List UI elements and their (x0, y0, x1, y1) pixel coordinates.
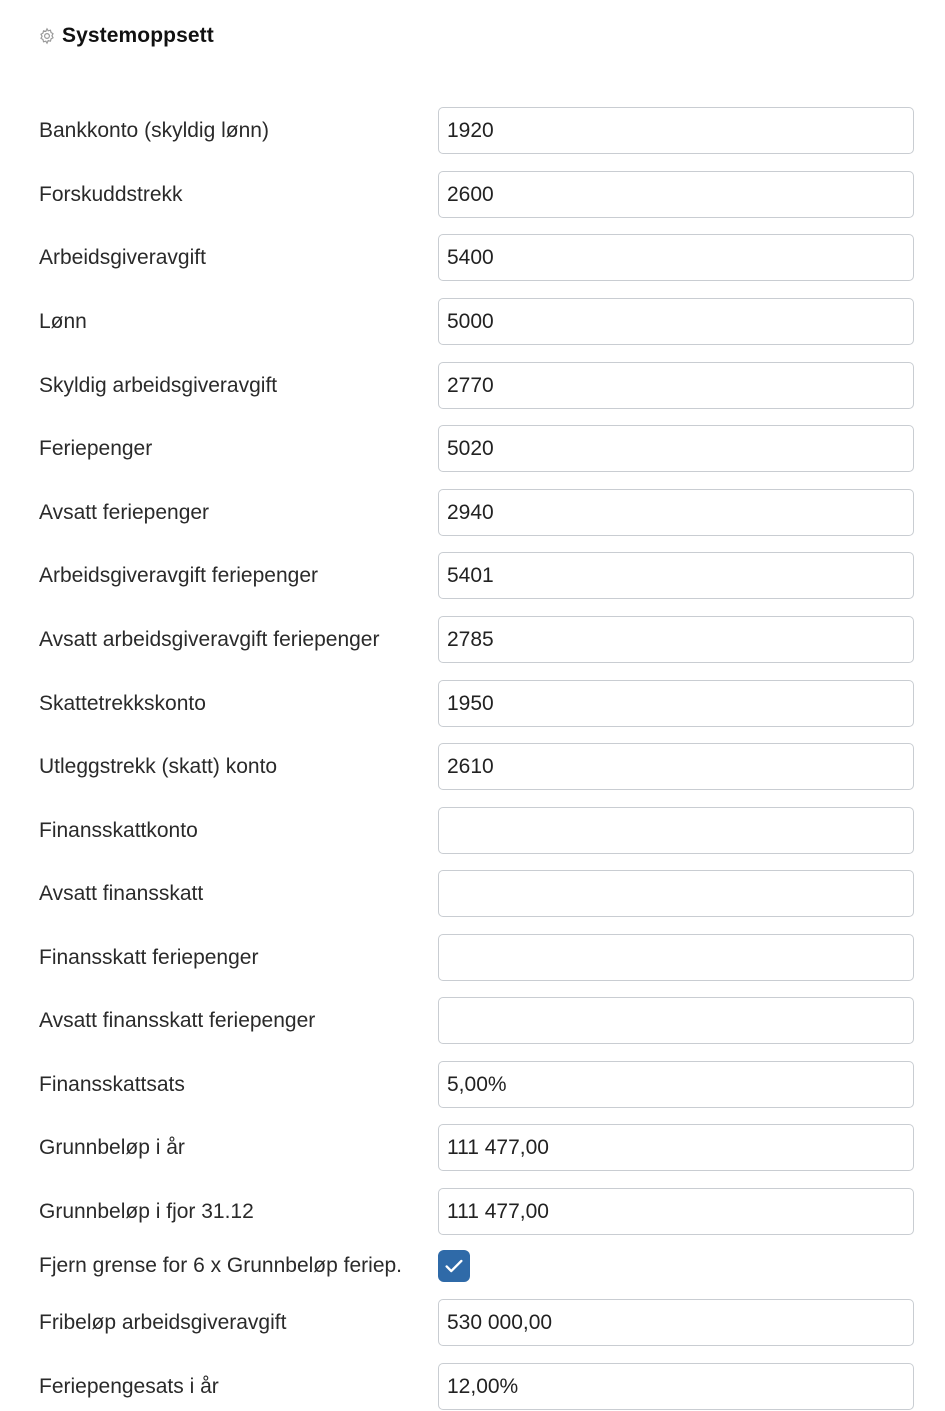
avsatt-arbeidsgiveravgift-feriepenger-label: Avsatt arbeidsgiveravgift feriepenger (39, 628, 380, 651)
bankkonto-label: Bankkonto (skyldig lønn) (39, 119, 269, 142)
utleggstrekk-konto-input[interactable] (438, 743, 914, 790)
feriepengesats-i-ar-label: Feriepengesats i år (39, 1375, 219, 1398)
form-row-skyldig-arbeidsgiveravgift (0, 362, 945, 410)
fribelop-arbeidsgiveravgift-label: Fribeløp arbeidsgiveravgift (39, 1311, 287, 1334)
grunnbelop-i-fjor-label: Grunnbeløp i fjor 31.12 (39, 1200, 254, 1223)
feriepenger-input[interactable] (438, 425, 914, 472)
skyldig-arbeidsgiveravgift-input[interactable] (438, 362, 914, 409)
form-row-avsatt-finansskatt (0, 870, 945, 918)
avsatt-finansskatt-label: Avsatt finansskatt (39, 882, 204, 905)
form-row-avsatt-feriepenger (0, 489, 945, 537)
form-row-skattetrekkskonto (0, 680, 945, 728)
form-row-utleggstrekk-konto (0, 743, 945, 791)
form-row-arbeidsgiveravgift-feriepenger (0, 552, 945, 600)
finansskattkonto-input[interactable] (438, 807, 914, 854)
checkmark-icon (443, 1255, 465, 1277)
finansskatt-feriepenger-input[interactable] (438, 934, 914, 981)
form-row-feriepengesats-i-ar (0, 1363, 945, 1411)
feriepengesats-i-ar-input[interactable] (438, 1363, 914, 1410)
fribelop-arbeidsgiveravgift-input[interactable] (438, 1299, 914, 1346)
form-row-finansskattkonto (0, 807, 945, 855)
form-row-fribelop-arbeidsgiveravgift (0, 1299, 945, 1347)
form-row-forskuddstrekk (0, 171, 945, 219)
page-header (38, 20, 214, 52)
form-row-feriepenger (0, 425, 945, 473)
avsatt-feriepenger-input[interactable] (438, 489, 914, 536)
finansskattsats-label: Finansskattsats (39, 1073, 185, 1096)
forskuddstrekk-label: Forskuddstrekk (39, 183, 183, 206)
form-row-finansskatt-feriepenger (0, 934, 945, 982)
grunnbelop-i-fjor-input[interactable] (438, 1188, 914, 1235)
grunnbelop-i-ar-input[interactable] (438, 1124, 914, 1171)
utleggstrekk-konto-label: Utleggstrekk (skatt) konto (39, 755, 278, 778)
form-row-grunnbelop-i-ar (0, 1124, 945, 1172)
form-row-avsatt-arbeidsgiveravgift-feriepenger (0, 616, 945, 664)
form-row-bankkonto (0, 107, 945, 155)
feriepenger-label: Feriepenger (39, 437, 153, 460)
gear-icon (38, 27, 56, 45)
avsatt-finansskatt-input[interactable] (438, 870, 914, 917)
finansskattkonto-label: Finansskattkonto (39, 819, 198, 842)
forskuddstrekk-input[interactable] (438, 171, 914, 218)
arbeidsgiveravgift-label: Arbeidsgiveravgift (39, 246, 206, 269)
arbeidsgiveravgift-feriepenger-input[interactable] (438, 552, 914, 599)
grunnbelop-i-ar-label: Grunnbeløp i år (39, 1136, 185, 1159)
fjern-grense-checkbox[interactable] (438, 1250, 470, 1282)
form-row-avsatt-finansskatt-feriepenger (0, 997, 945, 1045)
finansskattsats-input[interactable] (438, 1061, 914, 1108)
lonn-input[interactable] (438, 298, 914, 345)
avsatt-finansskatt-feriepenger-label: Avsatt finansskatt feriepenger (39, 1009, 316, 1032)
finansskatt-feriepenger-label: Finansskatt feriepenger (39, 946, 259, 969)
form-row-finansskattsats (0, 1061, 945, 1109)
skyldig-arbeidsgiveravgift-label: Skyldig arbeidsgiveravgift (39, 374, 278, 397)
skattetrekkskonto-input[interactable] (438, 680, 914, 727)
avsatt-feriepenger-label: Avsatt feriepenger (39, 501, 210, 524)
bankkonto-input[interactable] (438, 107, 914, 154)
form-row-lonn (0, 298, 945, 346)
avsatt-finansskatt-feriepenger-input[interactable] (438, 997, 914, 1044)
form-row-fjern-grense (0, 1244, 945, 1292)
form-row-arbeidsgiveravgift (0, 234, 945, 282)
lonn-label: Lønn (39, 310, 87, 333)
arbeidsgiveravgift-input[interactable] (438, 234, 914, 281)
arbeidsgiveravgift-feriepenger-label: Arbeidsgiveravgift feriepenger (39, 564, 318, 587)
page-title: Systemoppsett (62, 24, 214, 47)
fjern-grense-label: Fjern grense for 6 x Grunnbeløp feriep. (39, 1254, 403, 1277)
avsatt-arbeidsgiveravgift-feriepenger-input[interactable] (438, 616, 914, 663)
skattetrekkskonto-label: Skattetrekkskonto (39, 692, 206, 715)
form-row-grunnbelop-i-fjor (0, 1188, 945, 1236)
